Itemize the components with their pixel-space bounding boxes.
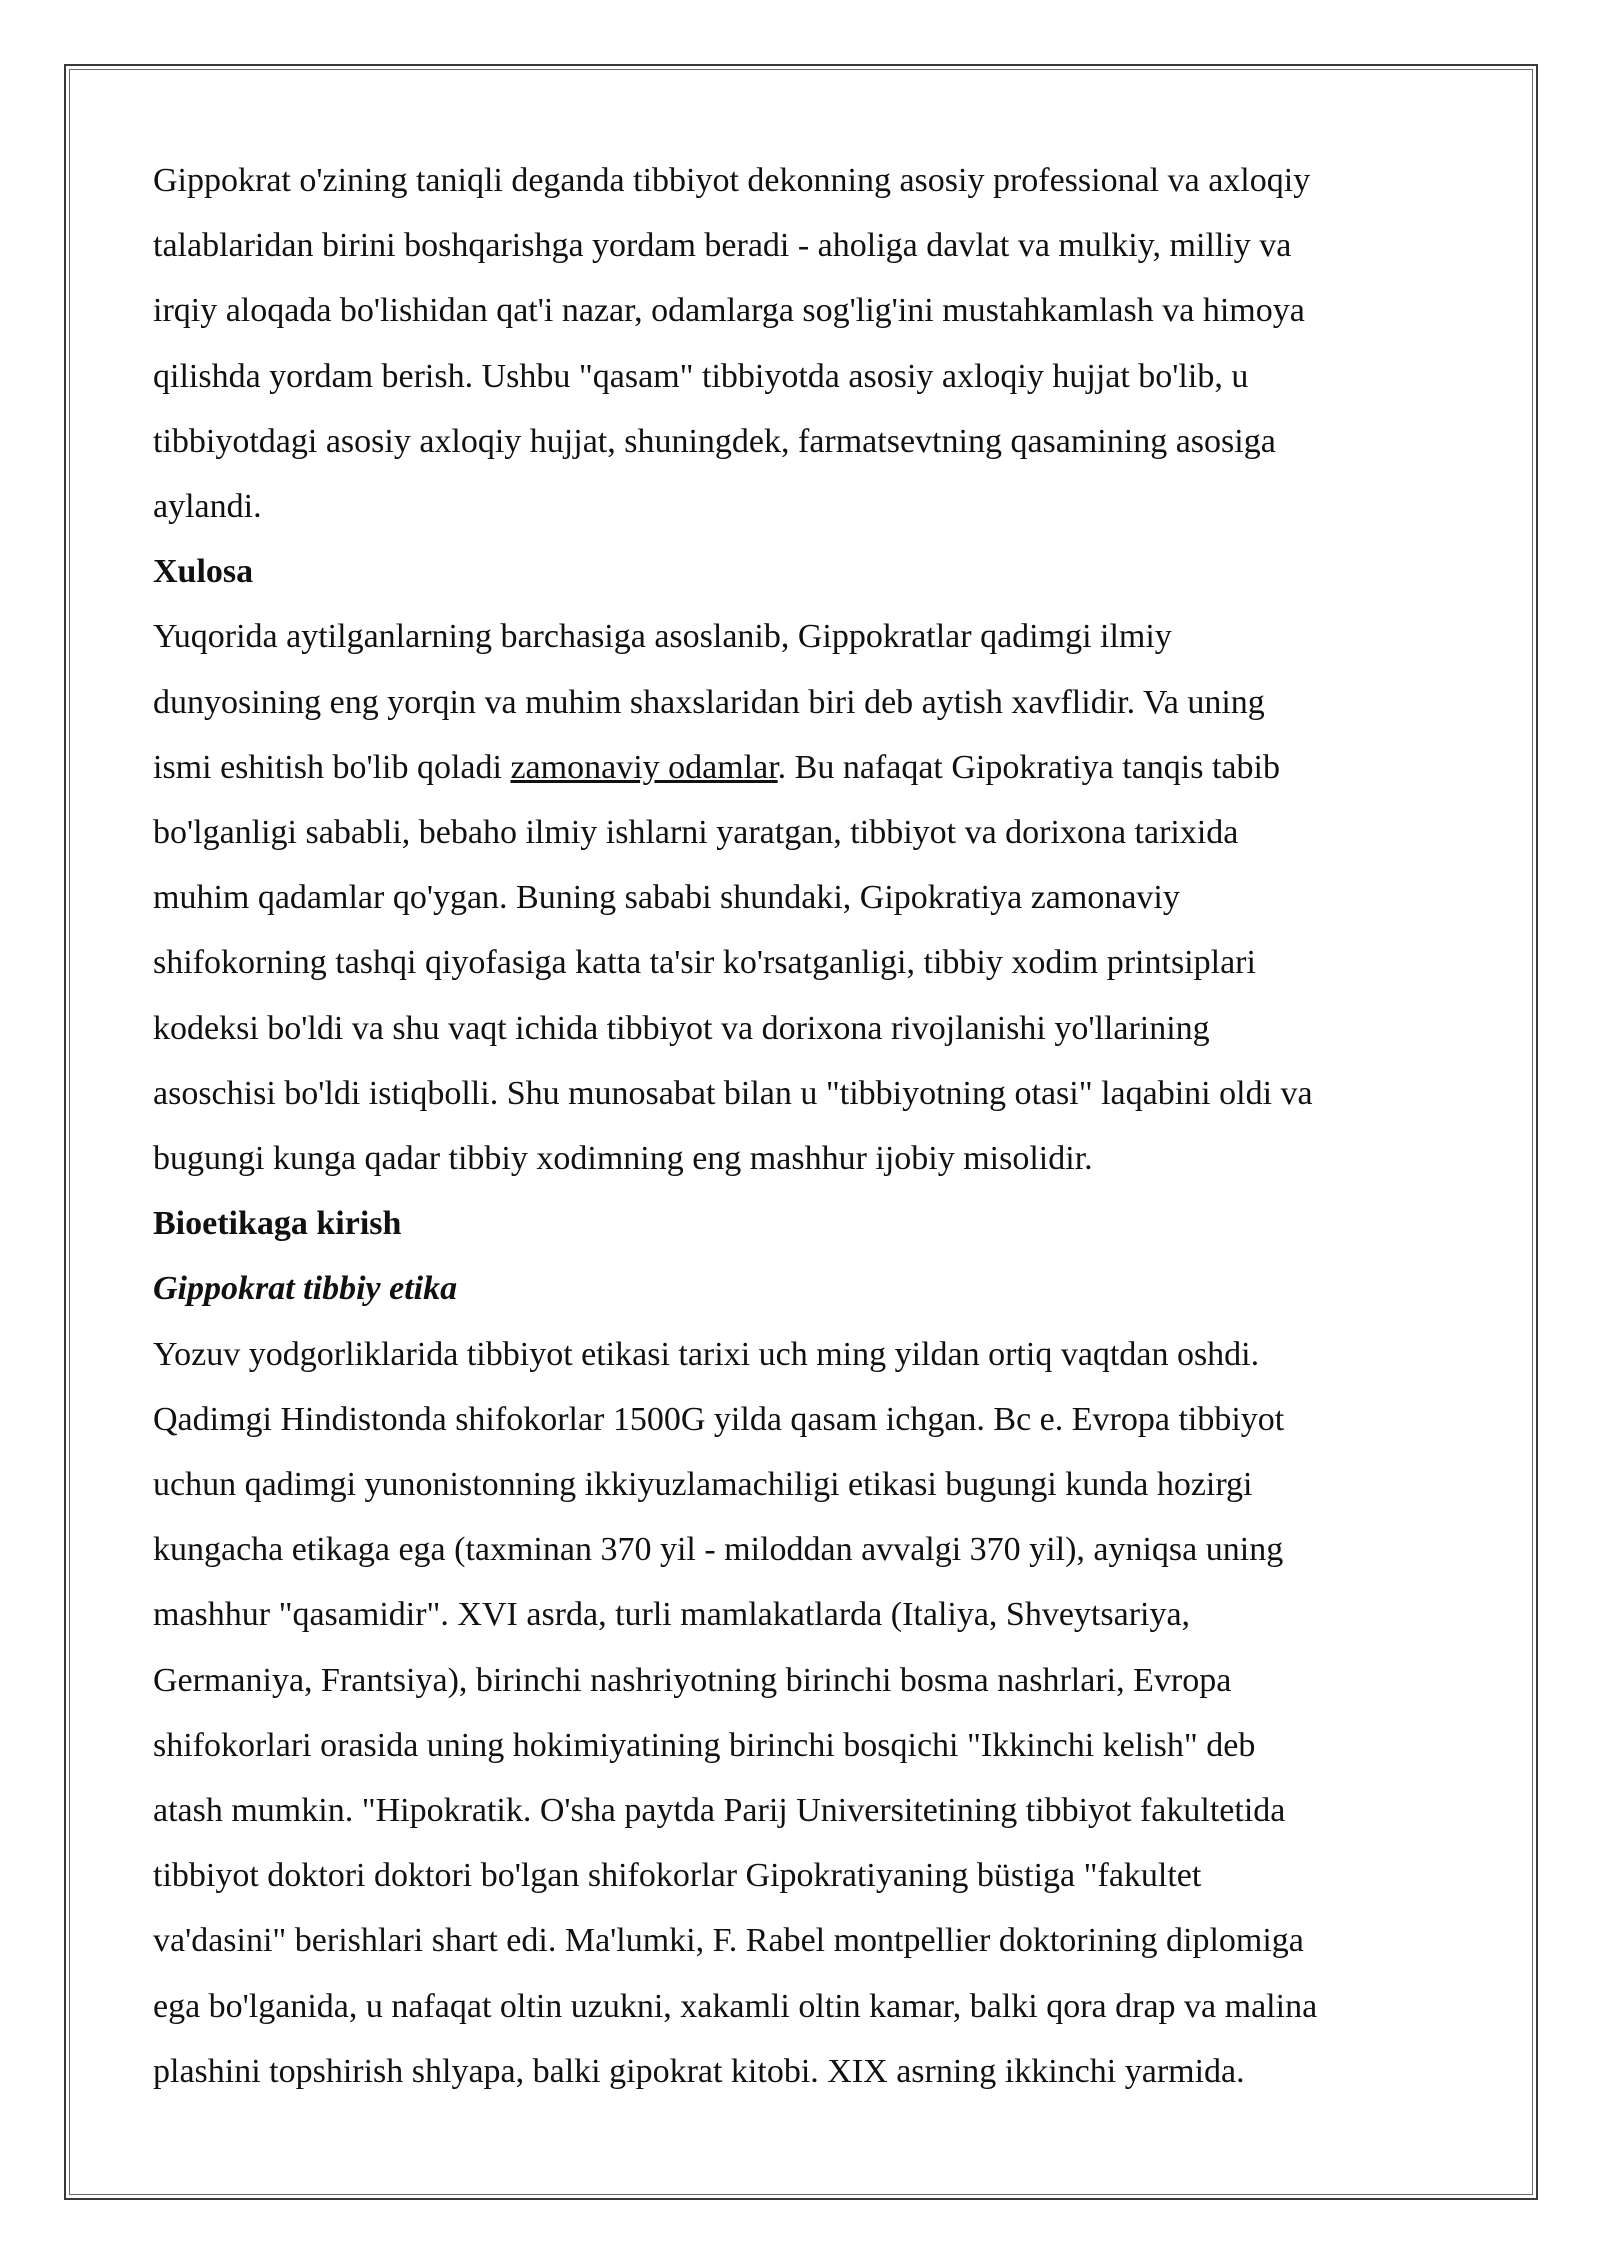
document-body [153,148,1453,2104]
text-line: aylandi. [153,488,262,526]
text-line: Yuqorida aytilganlarning barchasiga asoslanib, Gippokratlar qadimgi ilmiy [153,618,1172,656]
heading-xulosa: Xulosa [153,553,254,591]
text-line: Yozuv yodgorliklarida tibbiyot etikasi tarixi uch ming yildan ortiq vaqtdan oshdi. [153,1335,1260,1373]
text-line: Germaniya, Frantsiya), birinchi nashriyotning birinchi bosma nashrlari, Evropa [153,1661,1232,1699]
text-line: mashhur "qasamidir". XVI asrda, turli mamlakatlarda (Italiya, Shveytsariya, [153,1596,1191,1634]
text-line: va'dasini" berishlari shart edi. Ma'lumki, F. Rabel montpellier doktorining diplomiga [153,1922,1304,1960]
zamonaviy-odamlar-link[interactable]: zamonaviy odamlar [510,748,778,786]
text-line: dunyosining eng yorqin va muhim shaxslaridan biri deb aytish xavflidir. Va uning [153,683,1265,721]
text-line: muhim qadamlar qo'ygan. Buning sababi shundaki, Gipokratiya zamonaviy [153,879,1180,917]
text-segment: . Bu nafaqat Gipokratiya tanqis tabib [777,748,1280,786]
heading-bioetikaga-kirish: Bioetikaga kirish [153,1205,402,1243]
text-line: Gippokrat o'zining taniqli deganda tibbiyot dekonning asosiy professional va axloqiy [153,162,1311,199]
text-segment: ismi eshitish bo'lib qoladi [153,748,511,786]
text-line: bo'lganligi sababli, bebaho ilmiy ishlarni yaratgan, tibbiyot va dorixona tarixida [153,814,1239,852]
text-line: ega bo'lganida, u nafaqat oltin uzukni, xakamli oltin kamar, balki qora drap va malina [153,1987,1318,2025]
text-line: bugungi kunga qadar tibbiy xodimning eng mashhur ijobiy misolidir. [153,1140,1093,1178]
text-line: qilishda yordam berish. Ushbu "qasam" tibbiyotda asosiy axloqiy hujjat bo'lib, u [153,357,1249,395]
text-line: asoschisi bo'ldi istiqbolli. Shu munosabat bilan u "tibbiyotning otasi" laqabini oldi va [153,1074,1313,1112]
paragraph-oath-intro [153,148,1453,539]
text-line: Qadimgi Hindistonda shifokorlar 1500G yilda qasam ichgan. Bc e. Evropa tibbiyot [153,1400,1285,1438]
text-line-with-link [153,735,1453,800]
text-line: shifokorlari orasida uning hokimiyatining birinchi bosqichi "Ikkinchi kelish" deb [153,1726,1256,1764]
paragraph-conclusion [153,604,1453,1191]
text-line: tibbiyot doktori doktori bo'lgan shifokorlar Gipokratiyaning büstiga "fakultet [153,1857,1202,1895]
text-line: tibbiyotdagi asosiy axloqiy hujjat, shuningdek, farmatsevtning qasamining asosiga [153,422,1276,460]
text-line: kodeksi bo'ldi va shu vaqt ichida tibbiyot va dorixona rivojlanishi yo'llarining [153,1009,1210,1047]
text-line: kungacha etikaga ega (taxminan 370 yil - miloddan avvalgi 370 yil), ayniqsa uning [153,1531,1284,1569]
paragraph-medical-ethics-history [153,1322,1453,2104]
text-line: atash mumkin. "Hipokratik. O'sha paytda Parij Universitetining tibbiyot fakultetida [153,1792,1286,1830]
text-line: plashini topshirish shlyapa, balki gipokrat kitobi. XIX asrning ikkinchi yarmida. [153,2052,1245,2090]
text-line: irqiy aloqada bo'lishidan qat'i nazar, odamlarga sog'lig'ini mustahkamlash va himoya [153,292,1305,330]
text-line: shifokorning tashqi qiyofasiga katta ta'sir ko'rsatganligi, tibbiy xodim printsiplari [153,944,1256,982]
text-line: uchun qadimgi yunonistonning ikkiyuzlamachiligi etikasi bugungi kunda hozirgi [153,1466,1253,1504]
text-line: talablaridan birini boshqarishga yordam beradi - aholiga davlat va mulkiy, milliy va [153,227,1292,265]
subheading-gippokrat-tibbiy-etika: Gippokrat tibbiy etika [153,1270,458,1308]
